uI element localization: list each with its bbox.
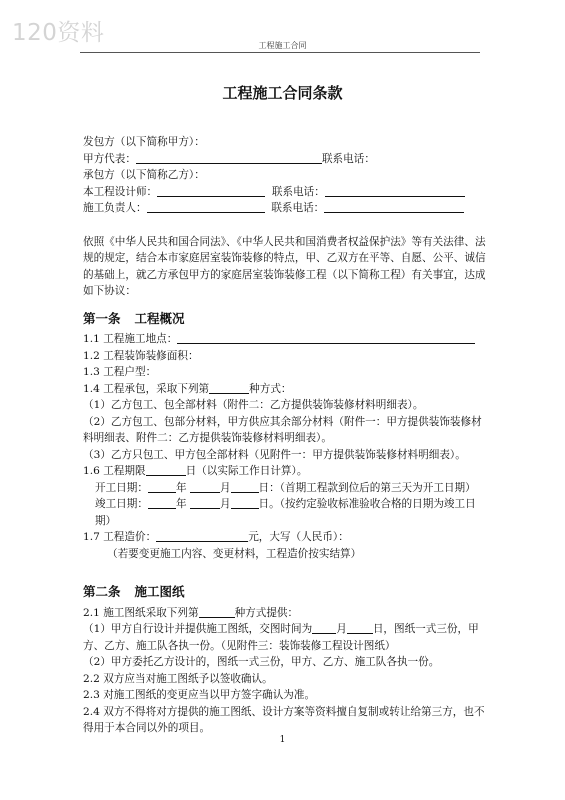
duration-blank	[146, 463, 186, 476]
party-b-label: 承包方（以下简称乙方）：	[83, 169, 205, 181]
option-1: （1）乙方包工、包全部材料（附件二：乙方提供装饰装修材料明细表）。	[83, 399, 424, 411]
clause-1-4-label: 1.4 工程承包，采取下列第	[83, 382, 210, 395]
delivery-month-blank	[312, 621, 336, 634]
delivery-day-blank	[347, 621, 373, 634]
article-1-heading	[83, 311, 488, 328]
start-date-note: 日：（首期工程款到位后的第三天为开工日期）	[258, 481, 476, 494]
option-3: （3）乙方只包工、甲方包全部材料（见附件一：甲方提供装饰装修材料明细表）。	[83, 448, 466, 461]
party-a-label: 发包方（以下简称甲方）：	[83, 136, 205, 148]
article-1-title: 工程概况	[134, 310, 185, 326]
clause-2-4: 2.4 双方不得将对方提供的施工图纸、设计方案等资料擅自复制或转让给第三方，也不得用于本合同以外的项目。	[83, 705, 485, 734]
drawing-option-2: （2）甲方委托乙方设计的，图纸一式三份，甲方、乙方、施工队各执一份。	[83, 656, 440, 668]
clause-1-7	[83, 529, 488, 546]
end-day-blank	[231, 496, 259, 509]
start-year-unit: 年	[175, 481, 187, 494]
document-body	[83, 134, 488, 737]
manager-phone-blank	[324, 200, 464, 213]
end-date-label: 竣工日期：	[95, 498, 148, 510]
party-a-rep-blank	[136, 151, 322, 164]
end-month-unit: 月	[219, 498, 231, 510]
start-month-blank	[190, 480, 220, 493]
clause-2-3: 2.3 对施工图纸的变更应当以甲方签字确认为准。	[83, 689, 316, 701]
end-date-note: 日。（按约定验收标准验收合格的日期为竣工日期）	[95, 498, 476, 527]
document-title: 工程施工合同条款	[222, 84, 343, 102]
mode-blank	[209, 381, 249, 394]
article-2-heading	[83, 584, 488, 601]
clause-1-2: 1.2 工程装饰装修面积：	[83, 349, 199, 362]
party-a-line	[83, 134, 488, 151]
clause-1-6	[83, 463, 488, 480]
article-2-title: 施工图纸	[134, 584, 185, 599]
designer-blank	[157, 184, 265, 197]
drawing-mode-blank	[199, 605, 235, 618]
end-year-blank	[148, 496, 176, 509]
party-a-phone-label: 联系电话：	[321, 152, 375, 165]
clause-2-1	[83, 605, 488, 622]
watermark: 120资料	[12, 20, 105, 46]
designer-line	[83, 184, 488, 201]
drawing-option-1-rest: 日，图纸一式三份，甲方、乙方、施工队各执一份。（见附件三：装饰装修工程设计图纸）	[83, 623, 479, 652]
start-day-blank	[231, 480, 259, 493]
clause-1-1	[83, 331, 488, 348]
preamble: 依照《中华人民共和国合同法》、《中华人民共和国消费者权益保护法》等有关法律、法规的规定，结合本市家庭居室装饰装修的特点，甲、乙双方在平等、自愿、公平、诚信的基础上，就乙方承包甲方的家庭居室装饰装修工程（以下简称工程）有关事宜，达成如下协议：	[83, 235, 486, 297]
clause-1-1-label: 1.1 工程施工地点：	[83, 333, 178, 345]
drawing-option-1-text: （1）甲方自行设计并提供施工图纸，交图时间为	[83, 623, 313, 635]
manager-line	[83, 200, 488, 217]
clause-1-7-suffix: 元，大写（人民币）：	[248, 531, 349, 543]
manager-label: 施工负责人：	[83, 202, 147, 214]
party-a-rep-label: 甲方代表：	[83, 152, 136, 165]
header-rule	[80, 52, 480, 53]
option-2: （2）乙方包工、包部分材料，甲方供应其余部分材料（附件一：甲方提供装饰装修材料明细表、附件二：乙方提供装饰装修材料明细表）。	[83, 415, 482, 444]
price-note: （若要变更施工内容、变更材料，工程造价按实结算）	[107, 547, 362, 560]
start-date-label: 开工日期：	[95, 481, 148, 494]
clause-2-1-suffix: 种方式提供：	[234, 606, 299, 619]
clause-1-7-label: 1.7 工程造价：	[83, 531, 157, 543]
end-year-unit: 年	[175, 498, 187, 510]
clause-1-6-label: 1.6 工程期限	[83, 465, 146, 477]
designer-label: 本工程设计师：	[83, 185, 158, 198]
manager-blank	[147, 200, 265, 213]
delivery-month-unit: 月	[336, 623, 347, 635]
drawing-option-1	[83, 621, 488, 654]
clause-2-1-label: 2.1 施工图纸采取下列第	[83, 606, 199, 619]
article-2-number: 第二条	[83, 584, 121, 599]
clause-1-4-suffix: 种方式：	[249, 382, 292, 395]
page-number: 1	[279, 735, 286, 745]
start-year-blank	[148, 480, 176, 493]
clause-1-3: 1.3 工程户型：	[83, 366, 157, 378]
clause-1-4	[83, 381, 488, 398]
party-a-rep-line	[83, 151, 488, 168]
site-address-blank	[177, 331, 475, 344]
article-1-number: 第一条	[83, 310, 121, 326]
end-month-blank	[190, 496, 220, 509]
clause-2-2: 2.2 双方应当对施工图纸予以签收确认。	[83, 672, 273, 685]
start-date	[83, 480, 488, 497]
designer-phone-blank	[325, 184, 465, 197]
clause-1-6-suffix: 日（以实际工作日计算）。	[185, 465, 308, 477]
manager-phone-label: 联系电话：	[271, 202, 325, 214]
designer-phone-label: 联系电话：	[271, 185, 325, 198]
party-b-line	[83, 167, 488, 184]
start-month-unit: 月	[219, 481, 231, 494]
price-blank	[156, 529, 248, 542]
running-header: 工程施工合同	[258, 41, 307, 50]
end-date	[83, 496, 488, 529]
